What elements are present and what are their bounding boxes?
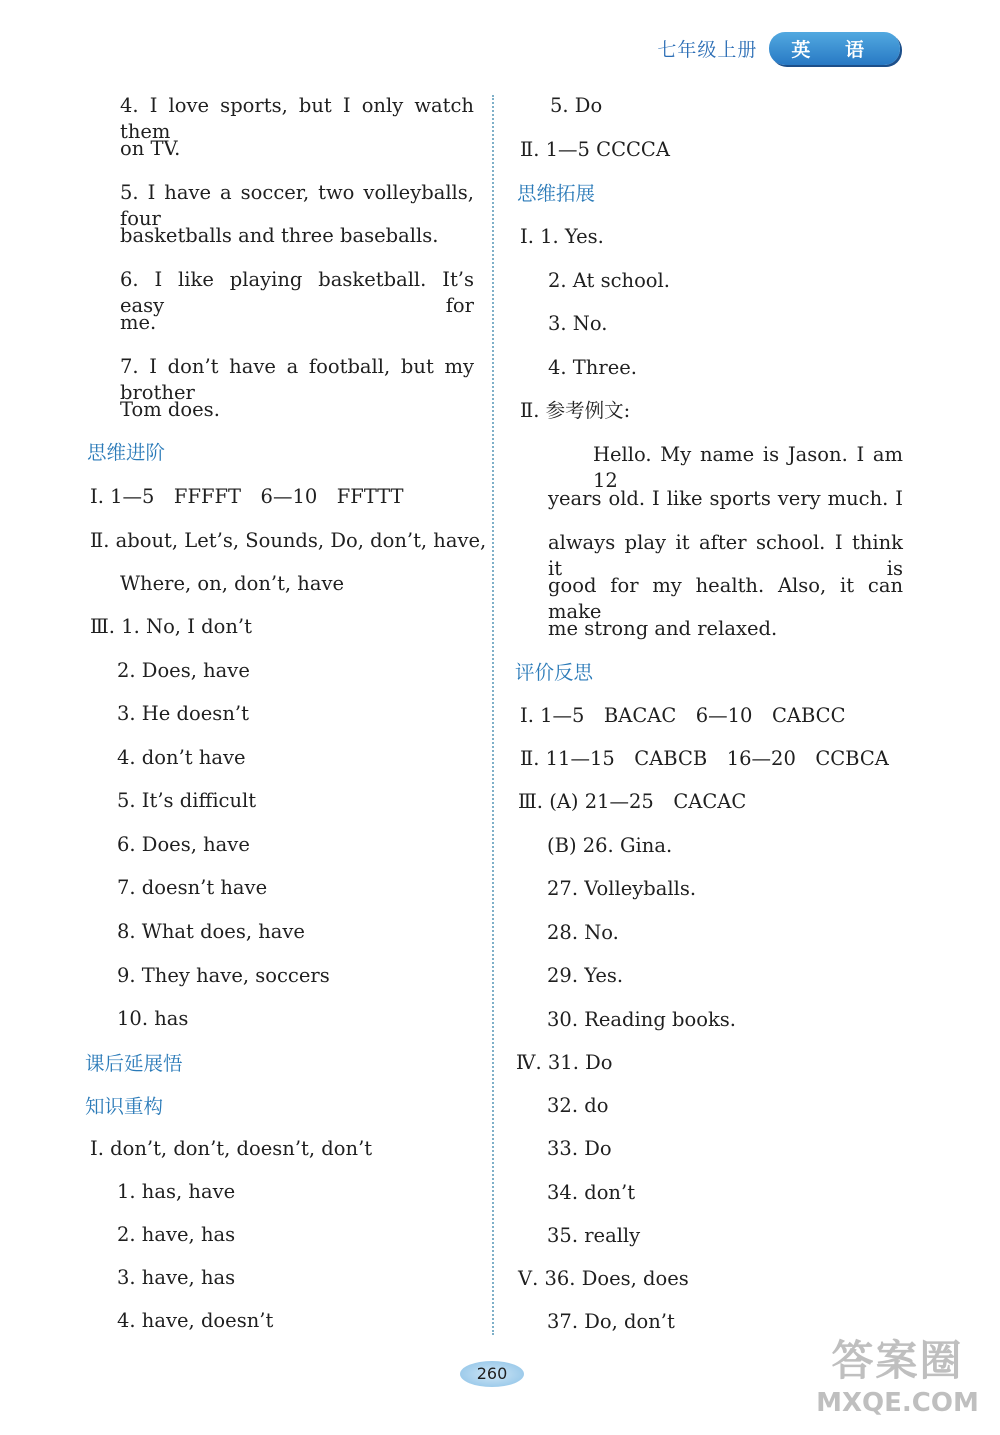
answer-line: Ⅱ. 11—15 CABCB 16—20 CCBCA: [520, 747, 889, 770]
answer-line: 6. Does, have: [117, 833, 250, 856]
answer-line: me.: [120, 311, 157, 334]
answer-line: basketballs and three baseballs.: [120, 224, 439, 247]
watermark-text-cn: 答案圈: [831, 1336, 964, 1385]
answer-line: 27. Volleyballs.: [547, 877, 697, 900]
answer-line: 5. It’s difficult: [117, 789, 257, 812]
answer-line: Ⅱ. 参考例文:: [520, 399, 631, 422]
section-heading: 知识重构: [85, 1095, 164, 1118]
answer-line: 29. Yes.: [547, 964, 624, 987]
answer-line: Ⅲ. (A) 21—25 CACAC: [518, 790, 747, 813]
answer-line: 8. What does, have: [117, 920, 305, 943]
answer-line: Ⅳ. 31. Do: [516, 1051, 613, 1074]
section-heading: 评价反思: [515, 661, 594, 684]
answer-line: 1. has, have: [117, 1180, 236, 1203]
answer-line: 7. doesn’t have: [117, 876, 268, 899]
answer-line: Ⅴ. 36. Does, does: [518, 1267, 689, 1290]
answer-line: 3. No.: [548, 312, 608, 335]
answer-line: 30. Reading books.: [547, 1008, 737, 1031]
answer-line: 34. don’t: [547, 1181, 636, 1204]
answer-line: 9. They have, soccers: [117, 964, 330, 987]
answer-line: Ⅰ. 1—5 BACAC 6—10 CABCC: [520, 704, 846, 727]
page-number: 260: [460, 1361, 524, 1387]
answer-line: 7. I don’t have a football, but my brother: [120, 355, 474, 404]
answer-line: 2. have, has: [117, 1223, 236, 1246]
answer-line: Ⅱ. about, Let’s, Sounds, Do, don’t, have,: [90, 529, 487, 552]
answer-line: 28. No.: [547, 921, 619, 944]
answer-line: 37. Do, don’t: [547, 1310, 675, 1333]
answer-line: 3. He doesn’t: [117, 702, 249, 725]
essay-line: good for my health. Also, it can make: [548, 574, 903, 623]
answer-line: 6. I like playing basketball. It’s easy for: [120, 268, 474, 317]
answer-line: 5. Do: [550, 94, 603, 117]
essay-line: always play it after school. I think it is: [548, 531, 903, 580]
essay-line: Hello. My name is Jason. I am 12: [593, 443, 903, 492]
answer-line: Where, on, don’t, have: [120, 572, 345, 595]
column-divider: [492, 95, 494, 1335]
answer-line: (B) 26. Gina.: [547, 834, 673, 857]
watermark-text-en: MXQE.COM: [816, 1388, 979, 1418]
grade-label: 七年级上册: [657, 38, 758, 61]
section-heading: 思维拓展: [517, 182, 596, 205]
answer-line: 10. has: [117, 1007, 189, 1030]
answer-line: 33. Do: [547, 1137, 612, 1160]
essay-line: me strong and relaxed.: [548, 617, 778, 640]
answer-line: 4. I love sports, but I only watch them: [120, 94, 474, 143]
answer-line: 32. do: [547, 1094, 609, 1117]
watermark-logo: [805, 1335, 990, 1430]
answer-line: Ⅲ. 1. No, I don’t: [90, 615, 252, 638]
answer-line: 4. Three.: [548, 356, 637, 379]
page-header: [657, 30, 900, 66]
section-heading: 课后延展悟: [85, 1052, 183, 1075]
answer-line: 2. At school.: [548, 269, 670, 292]
answer-line: on TV.: [120, 137, 181, 160]
answer-line: 2. Does, have: [117, 659, 250, 682]
answer-line: 4. don’t have: [117, 746, 246, 769]
subject-badge: 英 语: [769, 32, 900, 65]
answer-line: 4. have, doesn’t: [117, 1309, 274, 1332]
answer-line: 35. really: [547, 1224, 641, 1247]
answer-line: Ⅱ. 1—5 CCCCA: [520, 138, 670, 161]
essay-line: years old. I like sports very much. I: [548, 487, 903, 510]
answer-line: 5. I have a soccer, two volleyballs, four: [120, 181, 474, 230]
section-heading: 思维进阶: [87, 441, 166, 464]
answer-line: Tom does.: [120, 398, 220, 421]
answer-line: Ⅰ. don’t, don’t, doesn’t, don’t: [90, 1137, 373, 1160]
answer-line: Ⅰ. 1—5 FFFFT 6—10 FFTTT: [90, 485, 404, 508]
answer-line: 3. have, has: [117, 1266, 236, 1289]
answer-line: Ⅰ. 1. Yes.: [520, 225, 604, 248]
